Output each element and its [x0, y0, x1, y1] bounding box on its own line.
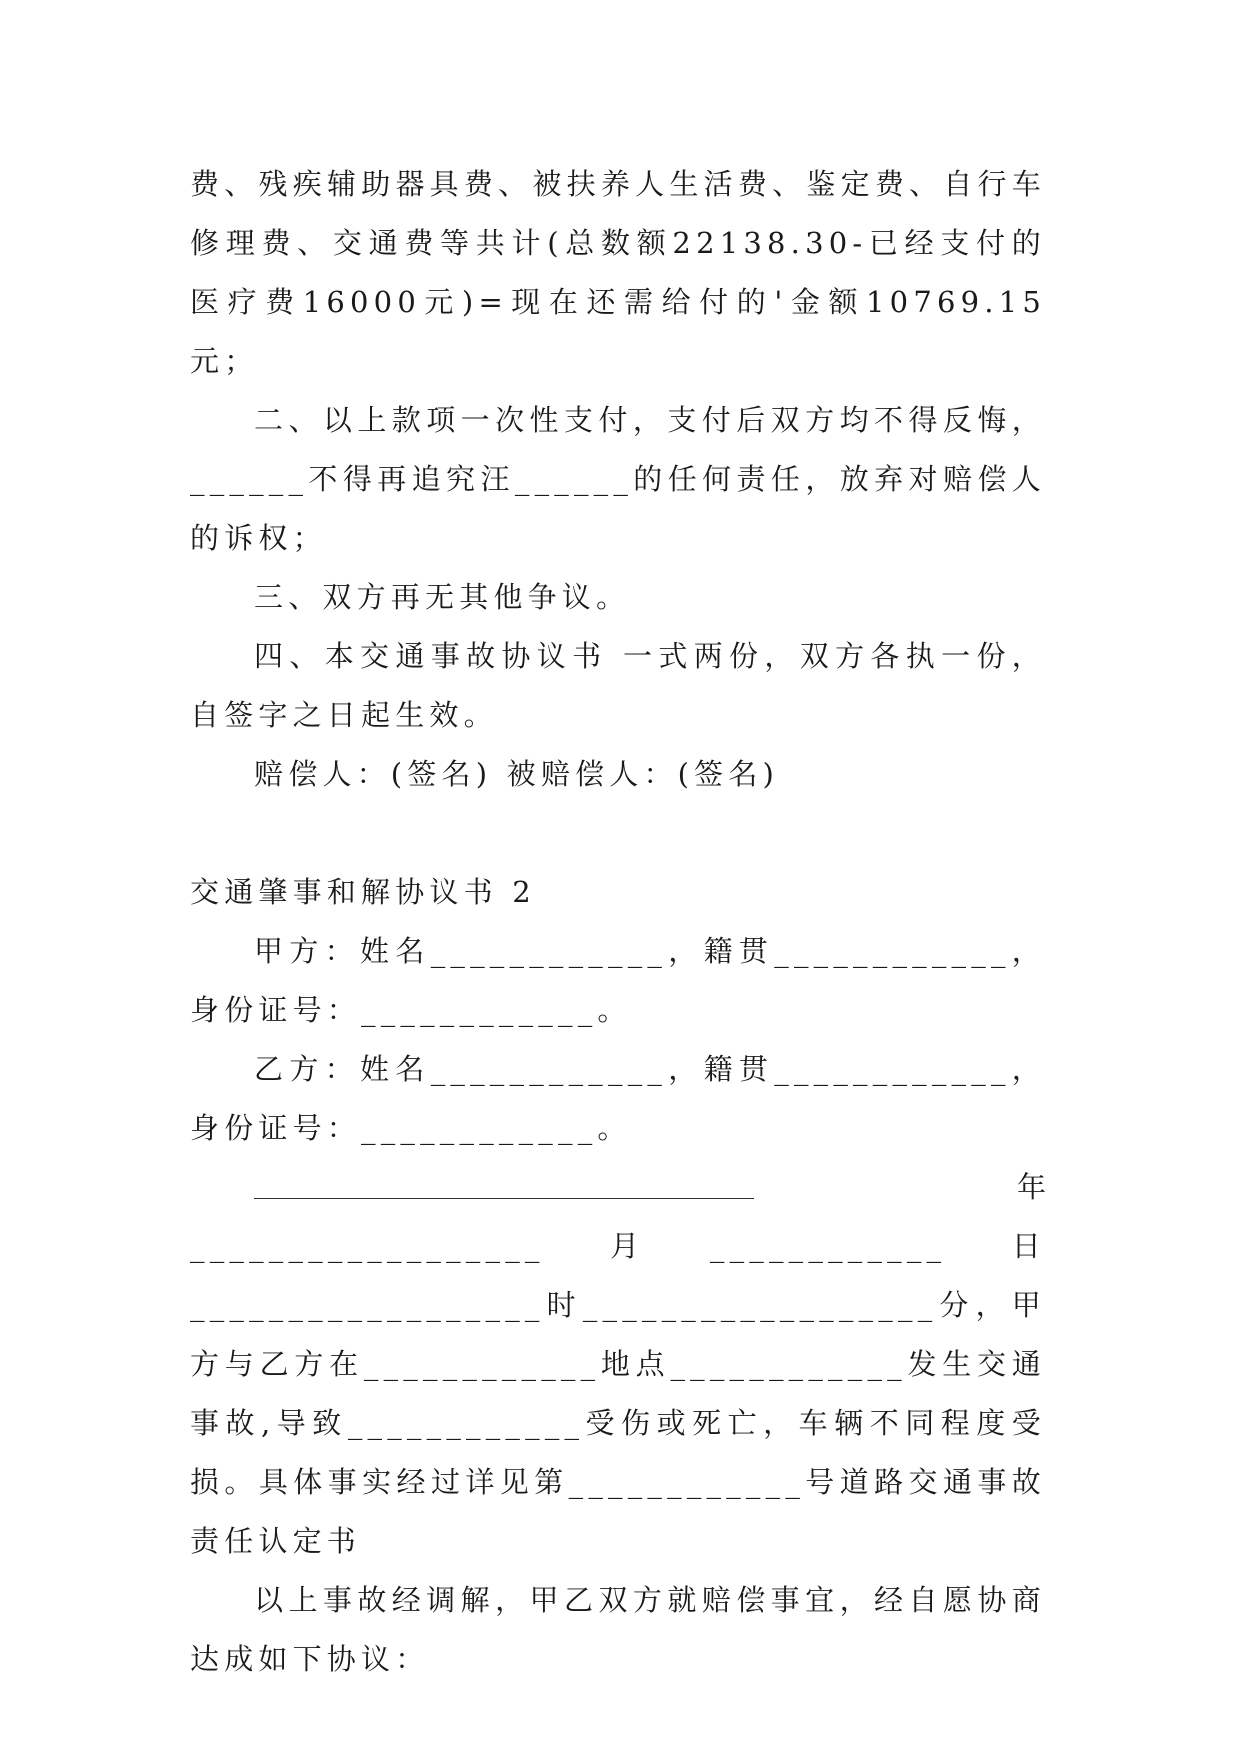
date-year-blank [254, 1198, 754, 1199]
section-title: 交通肇事和解协议书 2 [190, 875, 536, 909]
clause-three: 三、双方再无其他争议。 [254, 580, 631, 614]
clause-two: 二、以上款项一次性支付，支付后双方均不得反悔，______不得再追究汪______的任何责任，放弃对赔偿人的诉权； [190, 403, 1046, 555]
mediation-paragraph: 以上事故经调解，甲乙双方就赔偿事宜，经自愿协商达成如下协议： [190, 1583, 1046, 1676]
compensation-items-paragraph: 费、残疾辅助器具费、被扶养人生活费、鉴定费、自行车修理费、交通费等共计(总数额22138.30-已经支付的医疗费16000元)=现在还需给付的'金额10769.15元； [190, 167, 1046, 378]
date-year-label: 年 [1016, 1170, 1046, 1204]
accident-description: __________________月____________日__________________时__________________分，甲方与乙方在____________地点____________发生交通事故,导致____________受伤或死亡，车辆不同程度受损。具体事实经过详见第____________号道路交通事故责任认定书 [190, 1229, 1046, 1558]
section-gap [190, 804, 1046, 863]
party-a-info: 甲方：姓名____________，籍贯____________，身份证号：____________。 [190, 934, 1046, 1027]
clause-four: 四、本交通事故协议书 一式两份，双方各执一份，自签字之日起生效。 [190, 639, 1046, 732]
signature-line: 赔偿人：(签名) 被赔偿人：(签名) [254, 757, 780, 791]
date-year-line [190, 1158, 1046, 1217]
document-body [190, 155, 1046, 1689]
party-b-info: 乙方：姓名____________，籍贯____________，身份证号：____________。 [190, 1052, 1046, 1145]
